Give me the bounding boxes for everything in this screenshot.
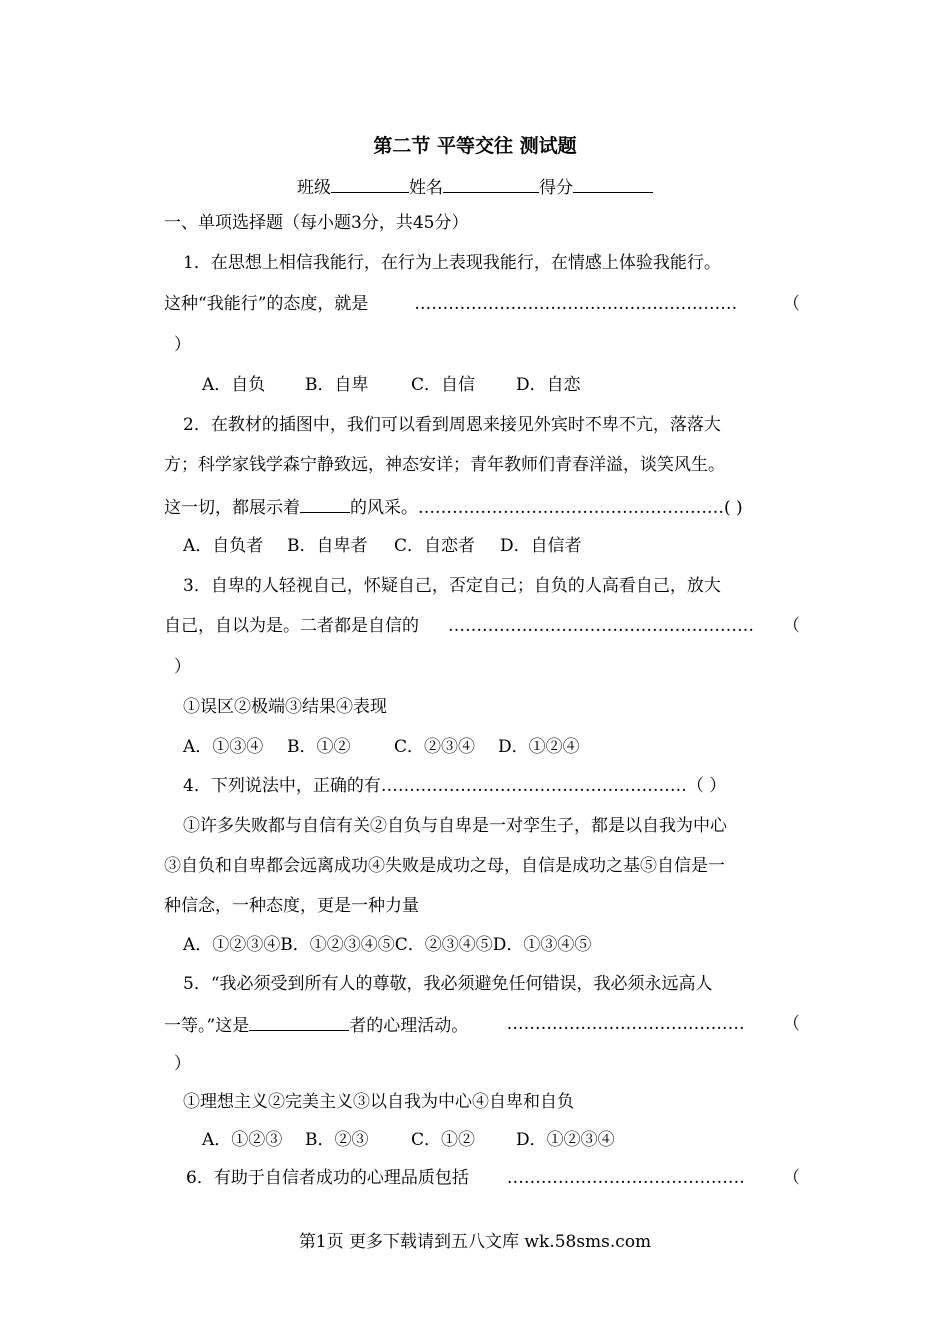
student-info-line (0, 174, 950, 200)
q3-option-b[interactable]: B．①② (287, 737, 351, 757)
q2-line-2: 方；科学家钱学森宁静致远，神态安详；青年教师们青春洋溢，谈笑风生。 (164, 455, 725, 475)
q3-stem-end: 自己，自以为是。二者都是自信的 (164, 616, 419, 636)
q3-leader-dots: ……………………………………………… (448, 616, 754, 636)
q4-line-3: ③自负和自卑都会远离成功④失败是成功之母，自信是成功之基⑤自信是一 (164, 856, 725, 876)
name-label: 姓名 (409, 178, 443, 198)
q1-line-1: 1．在思想上相信我能行，在行为上表现我能行，在情感上体验我能行。 (183, 253, 721, 273)
page-footer: 第1页 更多下载请到五八文库 wk.58sms.com (298, 1232, 652, 1252)
q1-paren-close: ） (174, 335, 191, 355)
q4-options[interactable]: A．①②③④B．①②③④⑤C．②③④⑤D．①③④⑤ (183, 935, 592, 955)
q2-line-1: 2．在教材的插图中，我们可以看到周恩来接见外宾时不卑不亢，落落大 (183, 415, 721, 435)
q4-line-4: 种信念，一种态度，更是一种力量 (164, 896, 419, 916)
q2-leader-dots: 的风采。………………………………………………( ) (350, 498, 743, 518)
q5-line-2 (164, 1012, 800, 1038)
q5-paren-open: （ (782, 1014, 800, 1034)
q5-option-a[interactable]: A．①②③ (202, 1130, 283, 1150)
q3-items: ①误区②极端③结果④表现 (183, 697, 387, 717)
q5-option-b[interactable]: B．②③ (305, 1130, 369, 1150)
q3-option-d[interactable]: D．①②④ (498, 737, 580, 757)
q6-paren-open: （ (782, 1168, 800, 1188)
class-blank[interactable] (331, 174, 409, 193)
q2-answer-blank[interactable] (300, 494, 350, 513)
page-title: 第二节 平等交往 测试题 (373, 135, 577, 157)
section-heading: 一、单项选择题（每小题3分，共45分） (164, 213, 469, 233)
q2-stem-end: 这一切，都展示着 (164, 498, 300, 518)
class-label: 班级 (297, 178, 331, 198)
score-blank[interactable] (573, 174, 653, 193)
q6-leader-dots: …………………………………… (506, 1168, 745, 1188)
q4-line-2: ①许多失败都与自信有关②自负与自卑是一对孪生子，都是以自我为中心 (183, 816, 727, 836)
q2-line-3 (164, 494, 743, 520)
q3-paren-close: ） (174, 657, 191, 677)
q1-paren-open: （ (782, 294, 800, 314)
q5-items: ①理想主义②完美主义③以自我为中心④自卑和自负 (183, 1092, 574, 1112)
q2-option-d[interactable]: D．自信者 (500, 536, 582, 556)
q6-line-1 (186, 1166, 800, 1190)
q1-line-2 (164, 292, 800, 316)
q3-line-1: 3．自卑的人轻视自己，怀疑自己，否定自己；自负的人高看自己，放大 (183, 576, 721, 596)
q3-line-2 (164, 614, 800, 638)
q2-option-a[interactable]: A．自负者 (183, 536, 264, 556)
q5-leader-dots: …………………………………… (506, 1014, 745, 1034)
q1-options (202, 373, 581, 397)
q5-stem-start: 一等。”这是 (164, 1016, 250, 1036)
q2-options (183, 534, 582, 558)
q5-line-1: 5．“我必须受到所有人的尊敬，我必须避免任何错误，我必须永远高人 (183, 974, 713, 994)
score-label: 得分 (539, 178, 573, 198)
q1-leader-dots: ………………………………………………… (414, 294, 738, 314)
q3-option-a[interactable]: A．①③④ (183, 737, 264, 757)
q3-paren-open: （ (783, 616, 800, 636)
q1-option-b[interactable]: B．自卑 (305, 375, 369, 395)
q1-stem-end: 这种“我能行”的态度，就是 (164, 294, 369, 314)
q5-stem (164, 1012, 468, 1038)
q4-line-1: 4．下列说法中，正确的有………………………………………………（ ） (183, 776, 727, 796)
q5-option-d[interactable]: D．①②③④ (516, 1130, 615, 1150)
q3-option-c[interactable]: C．②③④ (394, 737, 476, 757)
q2-option-c[interactable]: C．自恋者 (394, 536, 476, 556)
q5-paren-close: ） (174, 1054, 191, 1074)
q5-stem-end: 者的心理活动。 (349, 1016, 469, 1036)
q5-options (202, 1128, 615, 1152)
name-blank[interactable] (443, 174, 539, 193)
q1-option-c[interactable]: C．自信 (411, 375, 476, 395)
q3-options (183, 735, 580, 759)
q5-answer-blank[interactable] (249, 1012, 349, 1031)
q1-option-d[interactable]: D．自恋 (516, 375, 581, 395)
q1-option-a[interactable]: A．自负 (202, 375, 266, 395)
q6-stem: 6．有助于自信者成功的心理品质包括 (186, 1168, 469, 1188)
q5-option-c[interactable]: C．①② (411, 1130, 476, 1150)
q2-option-b[interactable]: B．自卑者 (287, 536, 368, 556)
